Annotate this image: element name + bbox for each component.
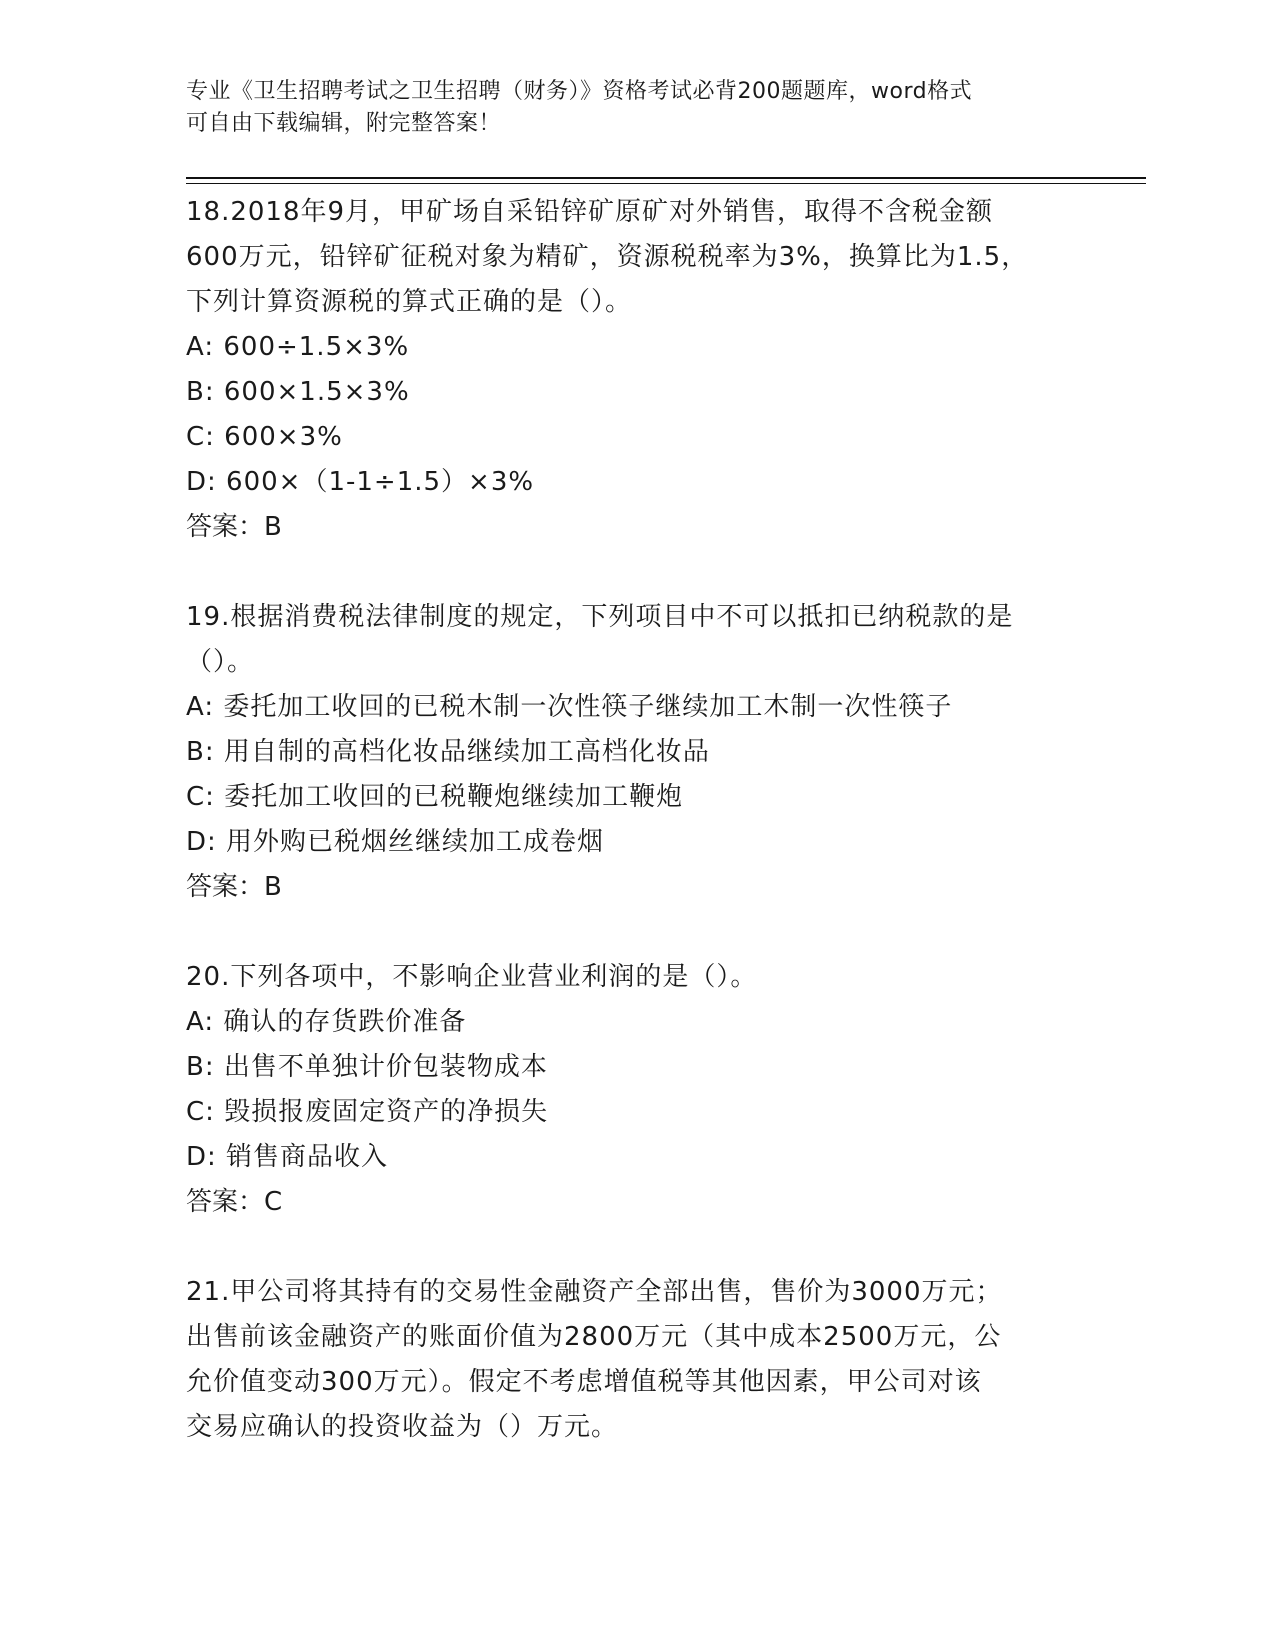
option-b: B: 用自制的高档化妆品继续加工高档化妆品 [186, 737, 710, 767]
header-divider-thick [186, 177, 1146, 179]
question-stem-line: （）。 [186, 647, 255, 677]
option-a: A: 委托加工收回的已税木制一次性筷子继续加工木制一次性筷子 [186, 692, 953, 722]
question-stem-line: 21.甲公司将其持有的交易性金融资产全部出售，售价为3000万元； [186, 1277, 1003, 1307]
option-c: C: 委托加工收回的已税鞭炮继续加工鞭炮 [186, 782, 684, 812]
question-20 [186, 955, 1086, 1225]
question-stem-line: 交易应确认的投资收益为（）万元。 [186, 1412, 619, 1442]
question-stem-line: 20.下列各项中，不影响企业营业利润的是（）。 [186, 962, 758, 992]
question-stem-line: 600万元，铅锌矿征税对象为精矿，资源税税率为3%，换算比为1.5， [186, 242, 1029, 272]
option-d: D: 用外购已税烟丝继续加工成卷烟 [186, 827, 605, 857]
option-a: A: 600÷1.5×3% [186, 332, 410, 362]
question-18 [186, 190, 1086, 550]
header-line-2: 可自由下载编辑，附完整答案！ [186, 111, 502, 136]
question-stem-line: 允价值变动300万元）。假定不考虑增值税等其他因素，甲公司对该 [186, 1367, 982, 1397]
option-c: C: 毁损报废固定资产的净损失 [186, 1097, 549, 1127]
option-d: D: 600×（1-1÷1.5）×3% [186, 467, 535, 497]
question-19 [186, 595, 1086, 910]
option-a: A: 确认的存货跌价准备 [186, 1007, 467, 1037]
answer-line: 答案：B [186, 512, 282, 542]
question-stem-line: 18.2018年9月，甲矿场自采铅锌矿原矿对外销售，取得不含税金额 [186, 197, 994, 227]
spacer [186, 1225, 1086, 1270]
header-line-1: 专业《卫生招聘考试之卫生招聘（财务）》资格考试必背200题题库，word格式 [186, 79, 973, 104]
question-stem-line: 出售前该金融资产的账面价值为2800万元（其中成本2500万元，公 [186, 1322, 1002, 1352]
question-21 [186, 1270, 1086, 1450]
header-divider-thin [186, 183, 1146, 184]
answer-line: 答案：B [186, 872, 282, 902]
option-b: B: 出售不单独计价包装物成本 [186, 1052, 548, 1082]
option-b: B: 600×1.5×3% [186, 377, 410, 407]
question-list [186, 190, 1086, 1450]
question-stem-line: 19.根据消费税法律制度的规定，下列项目中不可以抵扣已纳税款的是 [186, 602, 1014, 632]
document-header [186, 76, 1066, 140]
answer-line: 答案：C [186, 1187, 283, 1217]
spacer [186, 910, 1086, 955]
spacer [186, 550, 1086, 595]
question-stem-line: 下列计算资源税的算式正确的是（）。 [186, 287, 633, 317]
option-d: D: 销售商品收入 [186, 1142, 389, 1172]
option-c: C: 600×3% [186, 422, 343, 452]
